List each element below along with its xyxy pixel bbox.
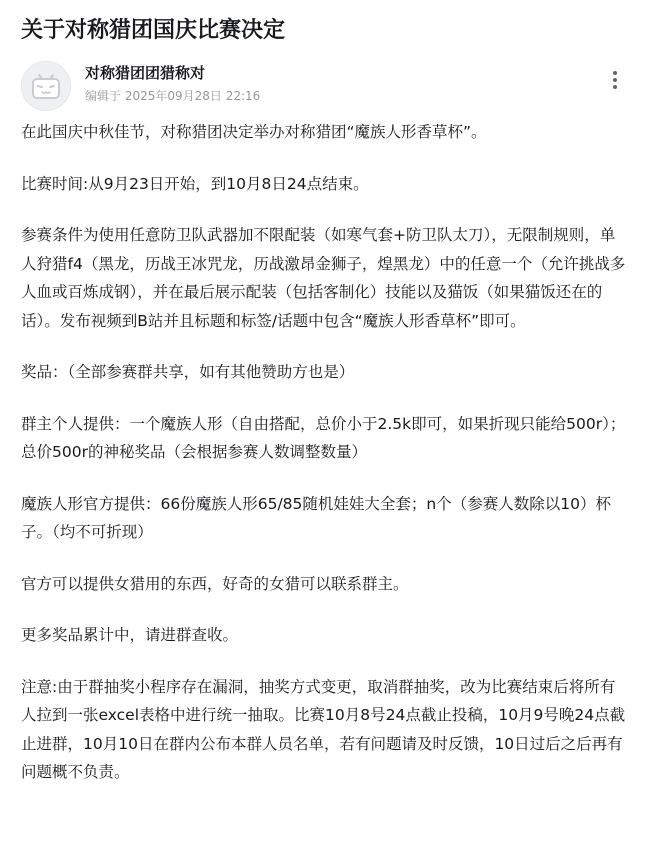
paragraph-more-prizes: 更多奖品累计中，请进群查收。 (21, 626, 239, 644)
paragraph-female-hunters: 官方可以提供女猎用的东西，好奇的女猎可以联系群主。 (21, 574, 409, 593)
paragraph-schedule: 比赛时间:从9月23日开始，到10月8日24点结束。 (21, 174, 369, 193)
paragraph-official-prizes: 魔族人形官方提供：66份魔族人形65/85随机娃娃大全套；n个（参赛人数除以10）杯子。（均不可折现） (21, 494, 611, 541)
author-avatar[interactable] (21, 61, 71, 111)
paragraph-notice: 注意:由于群抽奖小程序存在漏洞，抽奖方式变更，取消群抽奖，改为比赛结束后将所有人拉到一张excel表格中进行统一抽取。比赛10月8号24点截止投稿，10月9号晚24点截止进群，10月10日在群内公布本群人员名单，若有问题请及时反馈，10日过后之后再有问题概不负责。 (21, 677, 626, 781)
paragraph-prizes-heading: 奖品：（全部参赛群共享，如有其他赞助方也是） (21, 363, 355, 381)
article-body (21, 118, 629, 787)
author-name[interactable]: 对称猎团团猎称对 (85, 64, 206, 82)
more-dot (613, 85, 617, 89)
paragraph-intro: 在此国庆中秋佳节，对称猎团决定举办对称猎团“魔族人形香草杯”。 (21, 123, 487, 141)
more-vertical-icon[interactable] (607, 69, 623, 91)
article-title: 关于对称猎团国庆比赛决定 (21, 18, 286, 43)
more-dot (613, 71, 617, 75)
edit-timestamp: 编辑于 2025年09月28日 22:16 (85, 89, 261, 103)
author-header (21, 61, 629, 113)
paragraph-owner-prizes: 群主个人提供：一个魔族人形（自由搭配，总价小于2.5k即可，如果折现只能给500r）；总价500r的神秘奖品（会根据参赛人数调整数量） (21, 414, 626, 461)
paragraph-conditions: 参赛条件为使用任意防卫队武器加不限配装（如寒气套+防卫队太刀），无限制规则，单人狩猎f4（黑龙，历战王冰咒龙，历战激昂金狮子，煌黑龙）中的任意一个（允许挑战多人血或百炼成钢），并在最后展示配装（包括客制化）技能以及猫饭（如果猫饭还在的话）。发布视频到B站并且标题和标签/话题中包含“魔族人形香草杯”即可。 (21, 226, 626, 330)
default-tv-avatar-icon (22, 62, 70, 110)
more-dot (613, 78, 617, 82)
